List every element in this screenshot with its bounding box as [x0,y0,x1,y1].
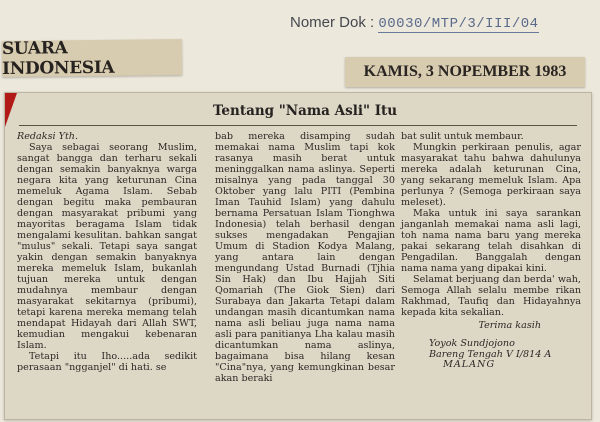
red-marker-icon [5,93,17,127]
article-column-2 [215,131,395,384]
article-column-1 [17,131,197,373]
document-number [290,14,539,32]
publication-date: KAMIS, 3 NOPEMBER 1983 [345,57,585,87]
article-paragraph: Saya sebagai seorang Muslim, sangat bangga dan terharu sekali dengan semakin banyaknya warga negara kita yang keturunan Cina memeluk Agama Islam. Sebab dengan begitu maka pembauran dengan masyarakat pribumi yang mayoritas beragama Islam tidak mengalami kesulitan. bahkan sangat "mulus" sekali. Tetapi saya sangat yakin dengan semakin banyaknya mereka memeluk Islam, bukanlah tujuan mereka untuk dengan mudahnya membaur dengan masyarakat sekitarnya (pribumi), tetapi karena mereka memang telah mendapat Hidayah dari Allah SWT, kemudian mengakui kebenaran Islam. [17,142,197,351]
article-paragraph: bat sulit untuk membaur. [401,131,524,142]
document-number-value: 00030/MTP/3/III/04 [378,16,539,32]
author-signature [401,339,581,371]
document-number-label: Nomer Dok : [290,14,375,31]
author-address: Bareng Tengah V I/814 A [429,348,552,360]
article-paragraph: Tetapi itu Iho.....ada sedikit perasaan "ngganjel" di hati. se [17,351,197,373]
article-paragraph: bab mereka disamping sudah memakai nama Muslim tapi kok rasanya masih berat untuk meninggalkan nama aslinya. Seperti misalnya yang pada tanggal 30 Oktober yang lalu PITI (Pembina Iman Tauhid Islam) yang dahulu bernama Persatuan Islam Tionghwa Indonesia) telah berhasil dengan sukses mengadakan Pengajian Umum di Stadion Kodya Malang, yang antara lain dengan mengundang Ustad Burnadi (Tjhia Sin Hak) dan Ibu Hajjah Siti Qomariah (The Giok Sien) dari Surabaya dan Jakarta Tetapi dalam undangan masih dicantumkan nama nama asli beliau juga nama nama asli para panitianya Lha kalau masih dicantumkan nama aslinya, bagaimana bisa hilang kesan "Cina"nya, yang kemungkinan besar akan beraki [215,131,395,384]
newspaper-clipping [4,92,592,420]
author-name: Yoyok Sundjojono [429,338,515,349]
article-paragraph: Selamat berjuang dan berda' wah, Semoga Allah selalu membe rikan Rakhmad, Taufiq dan Hidayahnya kepada kita sekalian. [401,274,581,318]
article-paragraph: Maka untuk ini saya sarankan janganlah memakai nama asli lagi, toh nama nama baru yang mereka pakai sekarang telah disahkan di Pengadilan. Banggalah dengan nama nama yang dipakai kini. [401,208,581,274]
newspaper-masthead: SUARA INDONESIA [2,39,182,77]
article-column-3 [401,131,581,371]
article-title: Tentang "Nama Asli" Itu [212,103,398,119]
title-divider [19,125,577,126]
article-greeting: Redaksi Yth. [17,131,79,142]
author-city: MALANG [443,359,496,370]
article-paragraph: Mungkin perkiraan penulis, agar masyarakat tahu bahwa dahulunya mereka adalah keturunan Cina, yang sekarang memeluk Islam. Apa perlunya ? (Semoga perkiraan saya meleset). [401,142,581,208]
closing-thanks: Terima kasih [478,320,541,331]
